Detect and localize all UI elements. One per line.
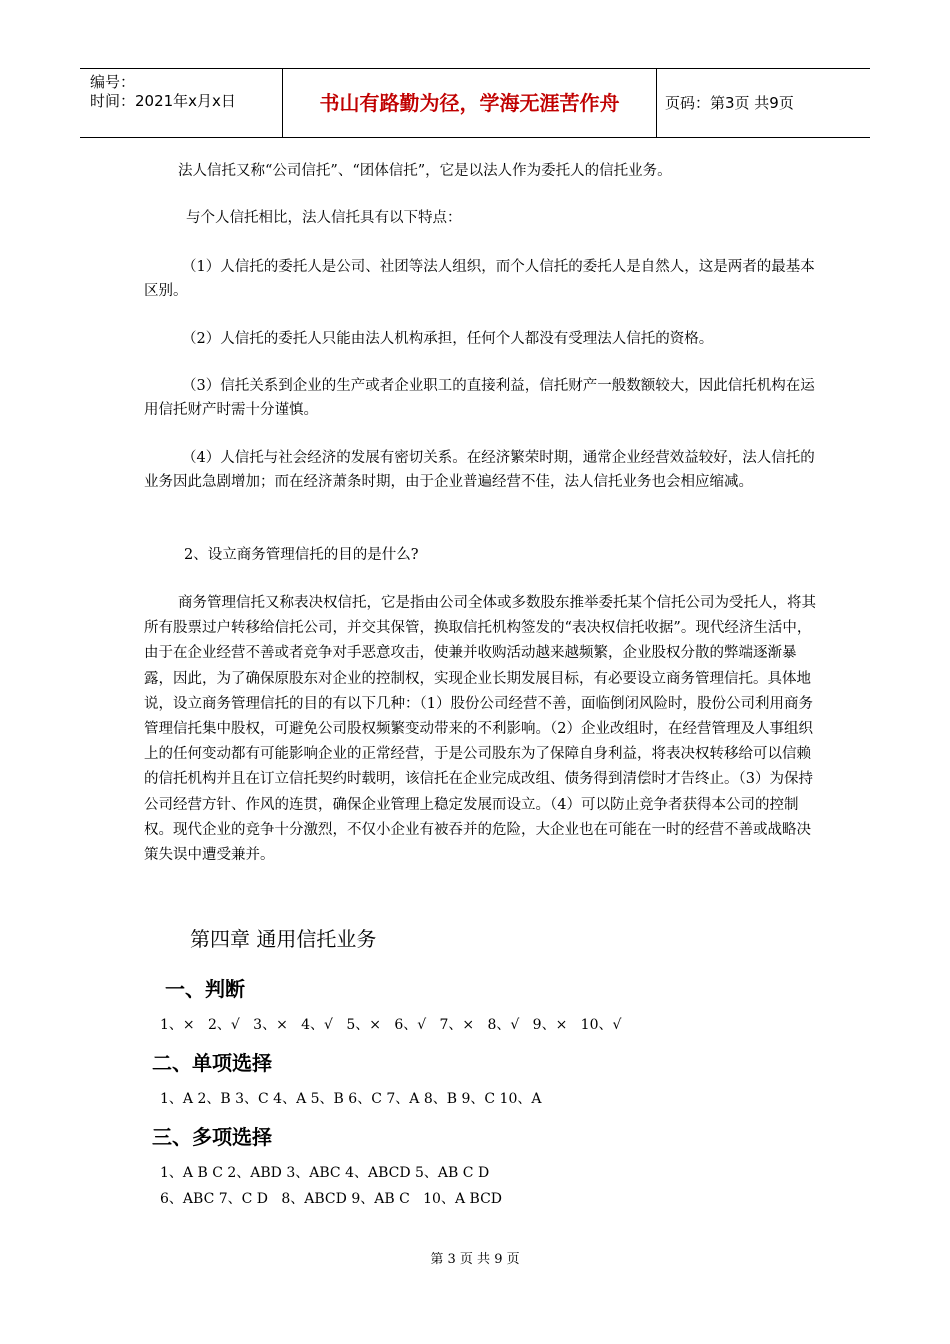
single-choice-answers: 1、A 2、B 3、C 4、A 5、B 6、C 7、A 8、B 9、C 10、A xyxy=(160,1091,542,1107)
section-title-judgment: 一、判断 xyxy=(165,977,245,1001)
header-divider xyxy=(656,69,657,137)
paragraph: 法人信托又称“公司信托”、“团体信托”，它是以法人作为委托人的信托业务。 xyxy=(178,163,672,179)
header-motto: 书山有路勤为径，学海无涯苦作舟 xyxy=(319,91,620,115)
page-header xyxy=(80,68,870,138)
section-title-multiple-choice: 三、多项选择 xyxy=(152,1125,272,1149)
paragraph: 商务管理信托又称表决权信托，它是指由公司全体或多数股东推举委托某个信托公司为受托人，将其所有股票过户转移给信托公司，并交其保管，换取信托机构签发的“表决权信托收据”。现代经济生活中，由于在企业经营不善或者竞争对手恶意攻击，使兼并收购活动越来越频繁，企业股权分散的弊端逐渐暴露，因此，为了确保原股东对企业的控制权，实现企业长期发展目标，有必要设立商务管理信托。具体地说，设立商务管理信托的目的有以下几种：（1）股份公司经营不善，面临倒闭风险时，股份公司利用商务管理信托集中股权，可避免公司股权频繁变动带来的不利影响。（2）企业改组时，在经营管理及人事组织上的任何变动都有可能影响企业的正常经营，于是公司股东为了保障自身利益，将表决权转移给可以信赖的信托机构并且在订立信托契约时载明，该信托在企业完成改组、债务得到清偿时才告终止。（3）为保持公司经营方针、作风的连贯，确保企业管理上稳定发展而设立。（4）可以防止竞争者获得本公司的控制权。现代企业的竞争十分激烈，不仅小企业有被吞并的危险，大企业也在可能在一时的经营不善或战略决策失误中遭受兼并。 xyxy=(144,595,816,864)
paragraph: 与个人信托相比，法人信托具有以下特点： xyxy=(186,210,462,226)
header-meta xyxy=(90,73,236,111)
time-label: 时间：2021年x月x日 xyxy=(90,92,236,110)
multiple-choice-answers: 6、ABC 7、C D 8、ABCD 9、AB C 10、A BCD xyxy=(160,1191,503,1207)
chapter-title: 第四章 通用信托业务 xyxy=(190,927,377,951)
question-heading: 2、设立商务管理信托的目的是什么? xyxy=(184,547,419,563)
section-title-single-choice: 二、单项选择 xyxy=(152,1051,272,1075)
paragraph: （3）信托关系到企业的生产或者企业职工的直接利益，信托财产一般数额较大，因此信托机构在运用信托财产时需十分谨慎。 xyxy=(144,378,815,418)
multiple-choice-answers: 1、A B C 2、ABD 3、ABC 4、ABCD 5、AB C D xyxy=(160,1165,490,1181)
page-footer: 第 3 页 共 9 页 xyxy=(430,1252,520,1267)
number-label: 编号： xyxy=(90,73,136,91)
paragraph: （4）人信托与社会经济的发展有密切关系。在经济繁荣时期，通常企业经营效益较好，法人信托的业务因此急剧增加；而在经济萧条时期，由于企业普遍经营不佳，法人信托业务也会相应缩减。 xyxy=(144,450,815,490)
judgment-answers: 1、× 2、√ 3、× 4、√ 5、× 6、√ 7、× 8、√ 9、× 10、√ xyxy=(160,1017,622,1033)
paragraph: （2）人信托的委托人只能由法人机构承担，任何个人都没有受理法人信托的资格。 xyxy=(182,331,714,347)
page-number-label: 页码：第3页 共9页 xyxy=(665,94,794,112)
paragraph: （1）人信托的委托人是公司、社团等法人组织，而个人信托的委托人是自然人，这是两者的最基本区别。 xyxy=(144,259,815,299)
